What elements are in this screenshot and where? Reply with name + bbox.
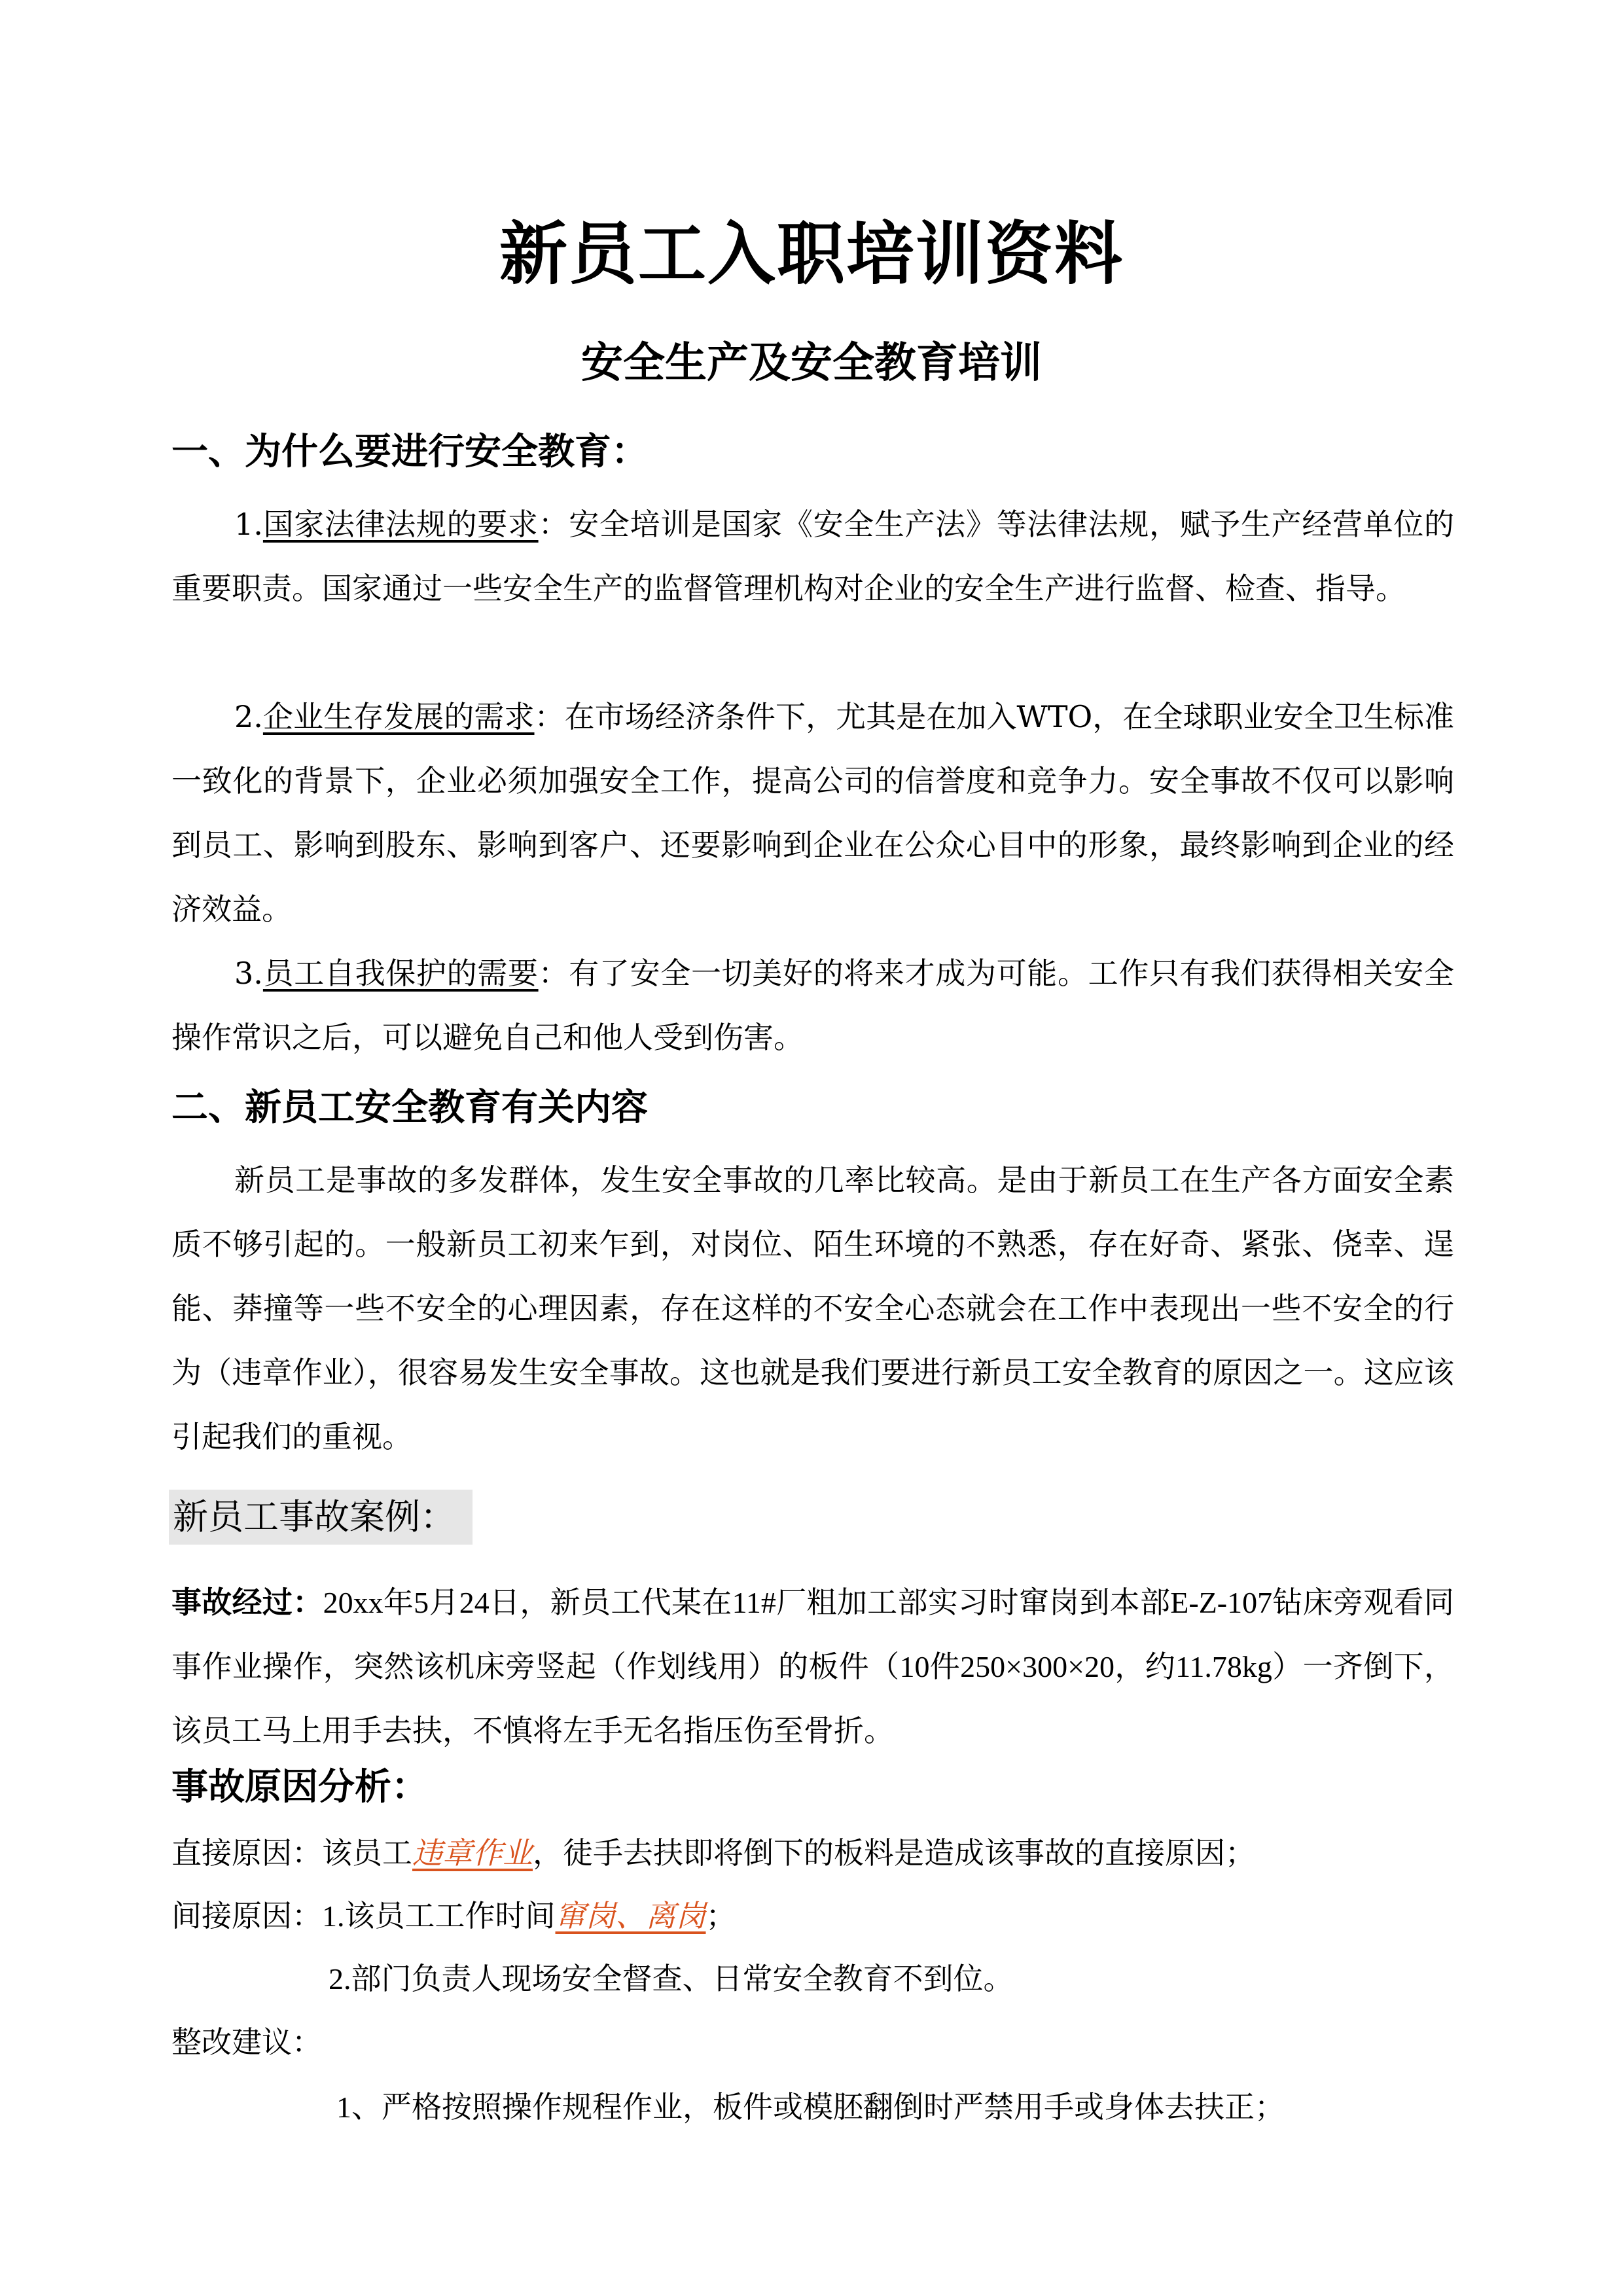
document-subtitle: 安全生产及安全教育培训 — [581, 338, 1042, 387]
indirect-cause-1-pre: 1.该员工工作时间 — [322, 1899, 556, 1933]
section2-heading: 二、新员工安全教育有关内容 — [171, 1086, 648, 1129]
case-process-label: 事故经过： — [171, 1586, 323, 1619]
case-process — [171, 1571, 1454, 1763]
item-number: 1. — [234, 507, 263, 542]
item-number: 2. — [234, 699, 263, 734]
case-heading: 新员工事故案例： — [169, 1490, 473, 1545]
indirect-cause-label: 间接原因： — [171, 1899, 322, 1933]
advice-heading: 整改建议： — [171, 2024, 322, 2060]
advice-item-1: 1、严格按照操作规程作业，板件或模胚翻倒时严禁用手或身体去扶正； — [336, 2090, 1285, 2124]
indirect-cause-1 — [171, 1890, 736, 1943]
section1-item-3 — [171, 941, 1454, 1069]
item-number: 3. — [234, 956, 263, 991]
direct-cause — [171, 1827, 1255, 1880]
analysis-heading: 事故原因分析： — [171, 1765, 428, 1808]
direct-cause-post: ，徒手去扶即将倒下的板料是造成该事故的直接原因； — [533, 1837, 1255, 1870]
item-key: 员工自我保护的需要 — [262, 956, 539, 991]
direct-cause-label: 直接原因： — [171, 1837, 322, 1870]
item-text: ：有了安全一切美好的将来才成为可能。工作只有我们获得相关安全操作常识之后，可以避免自己和他人受到伤害。 — [171, 956, 1455, 1055]
indirect-cause-2: 2.部门负责人现场安全督查、日常安全教育不到位。 — [329, 1962, 1014, 1996]
section1-heading: 一、为什么要进行安全教育： — [171, 430, 648, 473]
item-key: 国家法律法规的要求 — [262, 507, 539, 542]
item-text: ：在市场经济条件下，尤其是在加入WTO，在全球职业安全卫生标准一致化的背景下，企业必须加强安全工作，提高公司的信誉度和竞争力。安全事故不仅可以影响到员工、影响到股东、影响到客户、还要影响到企业在公众心目中的形象，最终影响到企业的经济效益。 — [171, 699, 1454, 927]
indirect-cause-1-highlight: 窜岗、离岗 — [555, 1899, 706, 1933]
item-text: ：安全培训是国家《安全生产法》等法律法规，赋予生产经营单位的重要职责。国家通过一些安全生产的监督管理机构对企业的安全生产进行监督、检查、指导。 — [171, 507, 1455, 606]
case-process-text: 20xx年5月24日，新员工代某在11#厂粗加工部实习时窜岗到本部E-Z-107钻床旁观看同事作业操作，突然该机床旁竖起（作划线用）的板件（10件250×300×20，约11.78kg）一齐倒下，该员工马上用手去扶，不慎将左手无名指压伤至骨折。 — [171, 1586, 1454, 1748]
direct-cause-highlight: 违章作业 — [412, 1837, 533, 1870]
item-key: 企业生存发展的需求 — [262, 699, 535, 734]
section2-paragraph: 新员工是事故的多发群体，发生安全事故的几率比较高。是由于新员工在生产各方面安全素质不够引起的。一般新员工初来乍到，对岗位、陌生环境的不熟悉，存在好奇、紧张、侥幸、逞能、莽撞等一些不安全的心理因素，存在这样的不安全心态就会在工作中表现出一些不安全的行为（违章作业），很容易发生安全事故。这也就是我们要进行新员工安全教育的原因之一。这应该引起我们的重视。 — [171, 1162, 1454, 1454]
direct-cause-pre: 该员工 — [322, 1837, 412, 1870]
indirect-cause-1-post: ； — [705, 1899, 736, 1933]
section1-item-2 — [171, 685, 1454, 941]
document-title: 新员工入职培训资料 — [499, 213, 1124, 294]
section1-item-1 — [171, 492, 1454, 620]
